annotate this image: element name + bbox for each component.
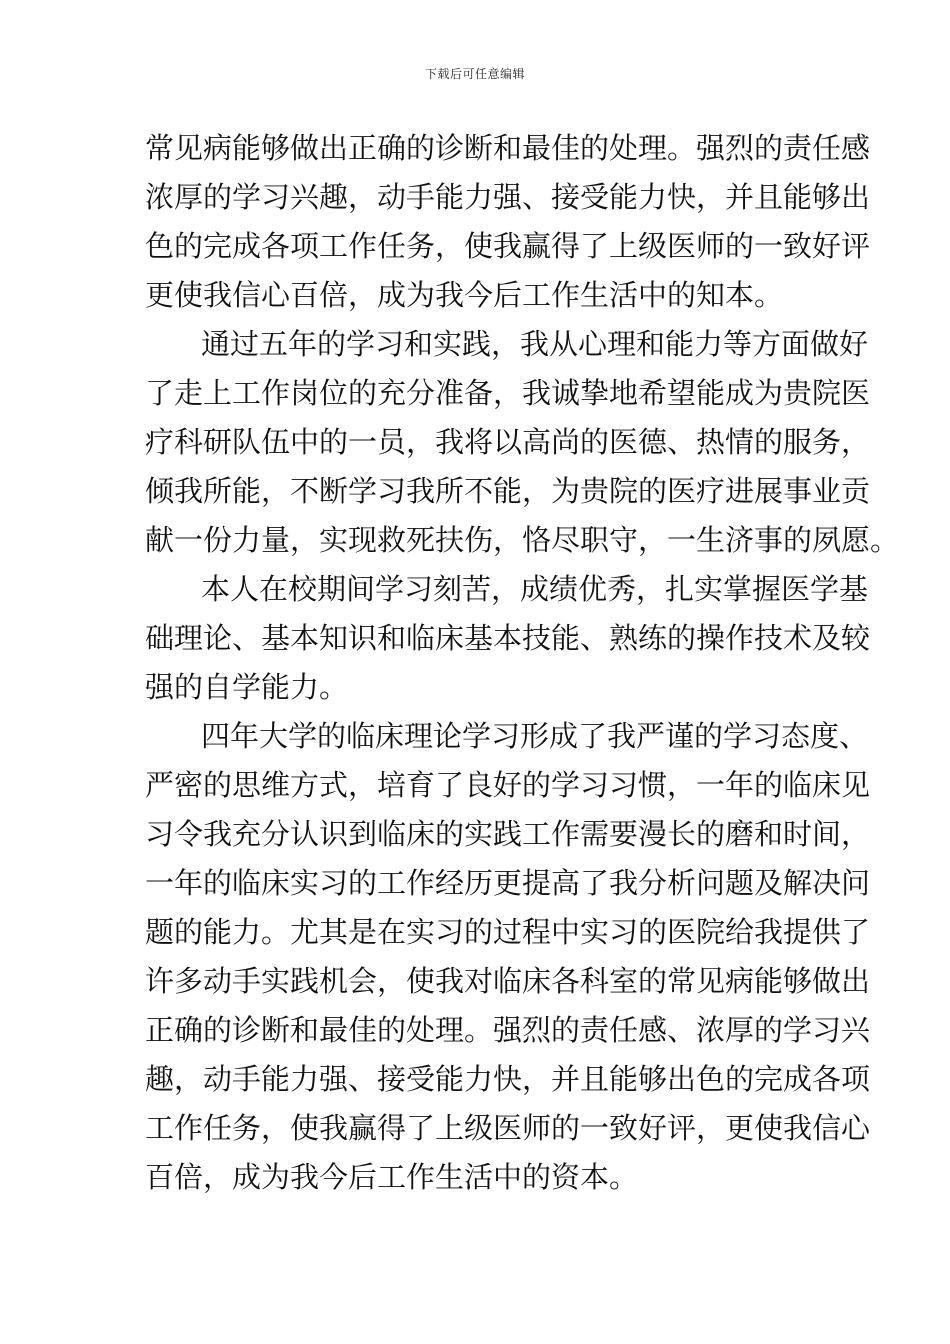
text-line: 题的能力。尤其是在实习的过程中实习的医院给我提供了 <box>145 915 871 949</box>
paragraph-first-line: 通过五年的学习和实践，我从心理和能力等方面做好 <box>201 327 869 361</box>
text-line: 色的完成各项工作任务，使我赢得了上级医师的一致好评 <box>145 229 871 263</box>
text-line: 习令我充分认识到临床的实践工作需要漫长的磨和时间， <box>145 817 871 851</box>
text-line: 百倍，成为我今后工作生活中的资本。 <box>145 1160 639 1194</box>
text-line: 更使我信心百倍，成为我今后工作生活中的知本。 <box>145 278 784 312</box>
text-line: 趣，动手能力强、接受能力快，并且能够出色的完成各项 <box>145 1062 871 1096</box>
text-line: 正确的诊断和最佳的处理。强烈的责任感、浓厚的学习兴 <box>145 1013 871 1047</box>
text-line: 了走上工作岗位的充分准备，我诚挚地希望能成为贵院医 <box>145 376 871 410</box>
text-line: 严密的思维方式，培育了良好的学习习惯，一年的临床见 <box>145 768 871 802</box>
paragraph-first-line: 四年大学的临床理论学习形成了我严谨的学习态度、 <box>201 719 869 753</box>
text-line: 倾我所能，不断学习我所不能，为贵院的医疗进展事业贡 <box>145 474 871 508</box>
text-line: 常见病能够做出正确的诊断和最佳的处理。强烈的责任感 <box>145 131 871 165</box>
text-line: 浓厚的学习兴趣，动手能力强、接受能力快，并且能够出 <box>145 180 871 214</box>
document-body <box>145 124 900 1202</box>
text-line: 工作任务，使我赢得了上级医师的一致好评，更使我信心 <box>145 1111 871 1145</box>
paragraph-first-line: 本人在校期间学习刻苦，成绩优秀，扎实掌握医学基 <box>201 572 869 606</box>
text-line: 献一份力量，实现救死扶伤，恪尽职守，一生济事的夙愿。 <box>145 523 900 557</box>
text-line: 一年的临床实习的工作经历更提高了我分析问题及解决问 <box>145 866 871 900</box>
text-line: 许多动手实践机会，使我对临床各科室的常见病能够做出 <box>145 964 871 998</box>
text-line: 强的自学能力。 <box>145 670 349 704</box>
text-line: 础理论、基本知识和临床基本技能、熟练的操作技术及较 <box>145 621 871 655</box>
text-line: 疗科研队伍中的一员，我将以高尚的医德、热情的服务， <box>145 425 871 459</box>
page-header: 下载后可任意编辑 <box>424 67 525 81</box>
